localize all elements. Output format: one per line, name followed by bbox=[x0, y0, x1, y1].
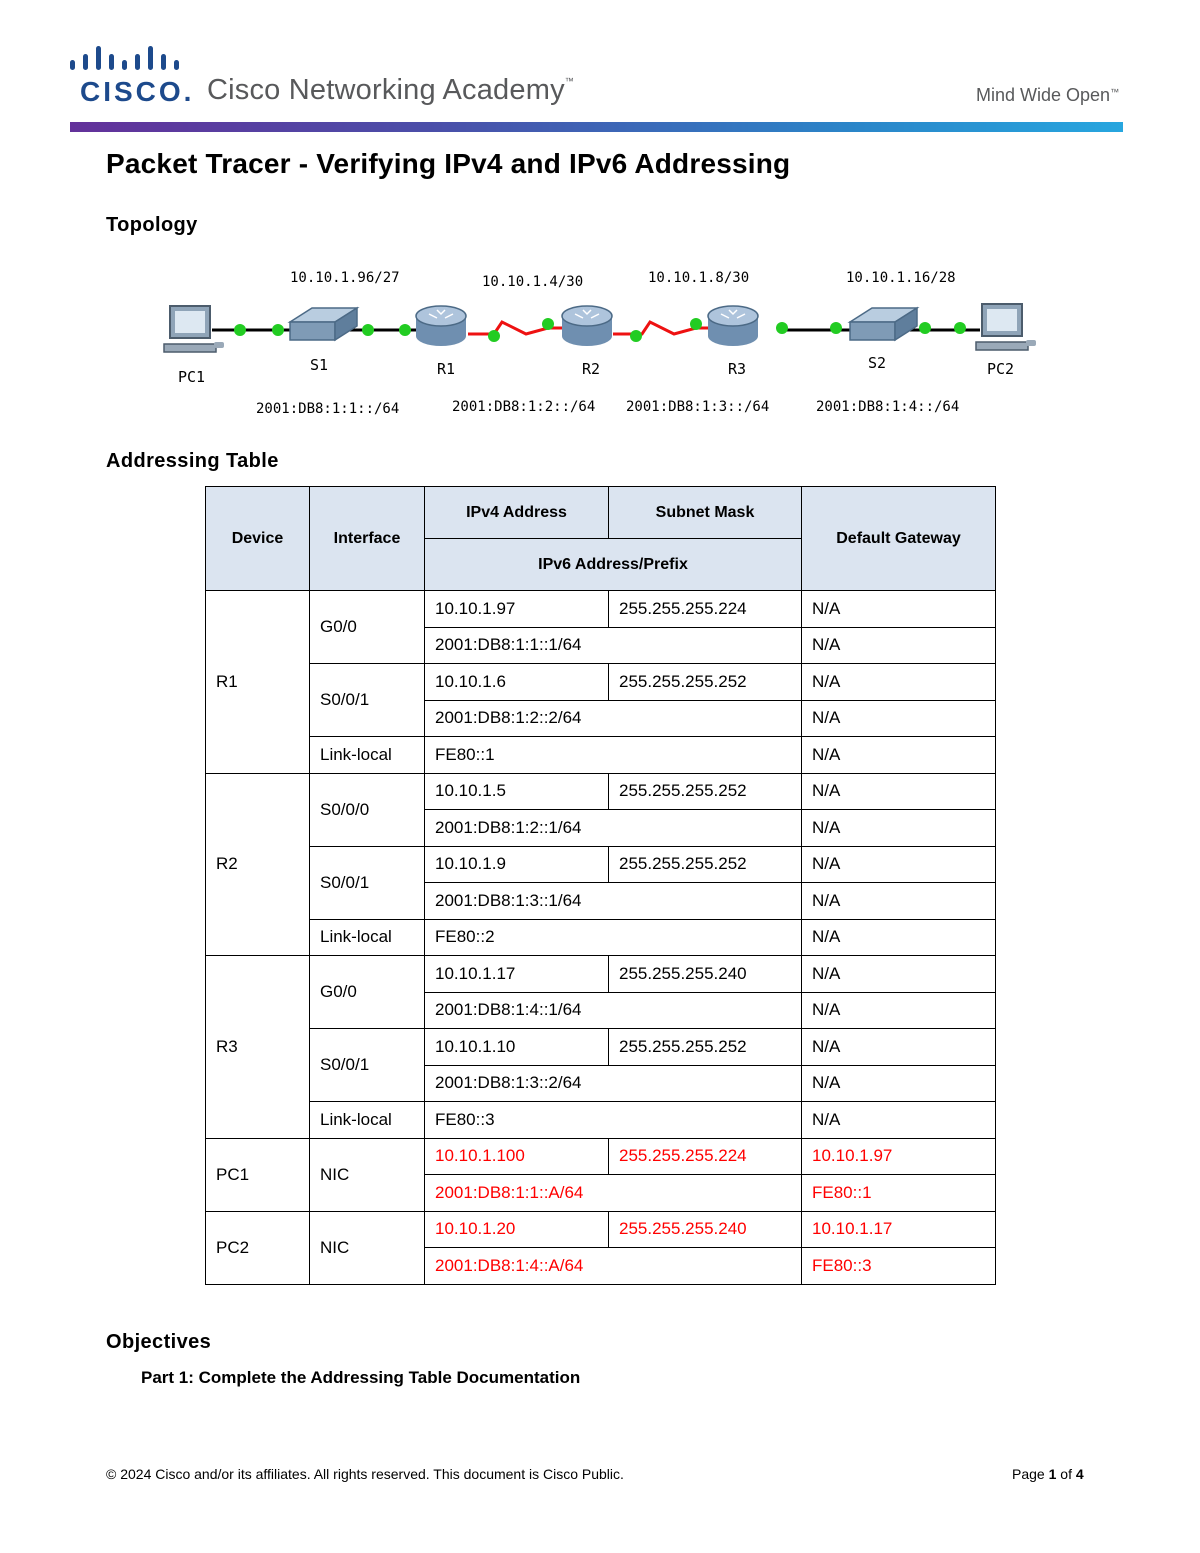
mask-cell: 255.255.255.224 bbox=[609, 591, 802, 628]
header-ipv4: IPv4 Address bbox=[425, 487, 609, 539]
table-row bbox=[206, 591, 996, 628]
interface-cell: S0/0/1 bbox=[310, 846, 425, 919]
gateway-cell: 10.10.1.17 bbox=[802, 1211, 996, 1248]
ipv6-network-1: 2001:DB8:1:1::/64 bbox=[256, 401, 400, 417]
ipv4-cell: 10.10.1.9 bbox=[425, 846, 609, 883]
page-prefix: Page bbox=[1012, 1466, 1049, 1482]
header-mask: Subnet Mask bbox=[609, 487, 802, 539]
ipv4-cell: 10.10.1.17 bbox=[425, 956, 609, 993]
label-r2: R2 bbox=[582, 360, 601, 378]
ipv6-network-2: 2001:DB8:1:2::/64 bbox=[452, 399, 596, 415]
link-local-cell: FE80::3 bbox=[425, 1102, 802, 1139]
link-local-cell: FE80::1 bbox=[425, 737, 802, 774]
s2-switch-icon bbox=[850, 308, 917, 340]
table-row bbox=[206, 1138, 996, 1175]
brand-name bbox=[207, 74, 574, 107]
gateway-cell: N/A bbox=[802, 627, 996, 664]
ipv4-network-3: 10.10.1.8/30 bbox=[648, 270, 750, 286]
interface-cell: Link-local bbox=[310, 1102, 425, 1139]
gateway-cell: N/A bbox=[802, 700, 996, 737]
r1-router-icon bbox=[416, 306, 466, 346]
mask-cell: 255.255.255.252 bbox=[609, 773, 802, 810]
gateway-cell: N/A bbox=[802, 846, 996, 883]
mask-cell: 255.255.255.252 bbox=[609, 846, 802, 883]
table-row bbox=[206, 919, 996, 956]
ipv6-cell: 2001:DB8:1:4::1/64 bbox=[425, 992, 802, 1029]
tagline-text: Mind Wide Open bbox=[976, 85, 1111, 105]
ipv4-network-4: 10.10.1.16/28 bbox=[846, 270, 956, 286]
ipv4-cell: 10.10.1.97 bbox=[425, 591, 609, 628]
ipv6-cell: 2001:DB8:1:1::A/64 bbox=[425, 1175, 802, 1212]
mask-cell: 255.255.255.224 bbox=[609, 1138, 802, 1175]
header-gradient-band bbox=[70, 122, 1123, 132]
interface-cell: S0/0/0 bbox=[310, 773, 425, 846]
tagline-trademark: ™ bbox=[1110, 87, 1120, 97]
ipv4-cell: 10.10.1.20 bbox=[425, 1211, 609, 1248]
ipv4-cell: 10.10.1.6 bbox=[425, 664, 609, 701]
interface-cell: G0/0 bbox=[310, 956, 425, 1029]
document-title: Packet Tracer - Verifying IPv4 and IPv6 Addressing bbox=[106, 148, 791, 179]
table-row bbox=[206, 1029, 996, 1066]
ipv6-network-3: 2001:DB8:1:3::/64 bbox=[626, 399, 770, 415]
tagline bbox=[976, 85, 1119, 106]
mask-cell: 255.255.255.240 bbox=[609, 956, 802, 993]
label-r3: R3 bbox=[728, 360, 747, 378]
r2-router-icon bbox=[562, 306, 612, 346]
gateway-cell: N/A bbox=[802, 992, 996, 1029]
gateway-cell: FE80::1 bbox=[802, 1175, 996, 1212]
objectives-heading: Objectives bbox=[106, 1331, 212, 1353]
gateway-cell: N/A bbox=[802, 664, 996, 701]
footer-copyright: © 2024 Cisco and/or its affiliates. All rights reserved. This document is Cisco Public. bbox=[106, 1466, 624, 1482]
mask-cell: 255.255.255.240 bbox=[609, 1211, 802, 1248]
ipv6-cell: 2001:DB8:1:3::2/64 bbox=[425, 1065, 802, 1102]
gateway-cell: N/A bbox=[802, 737, 996, 774]
gateway-cell: N/A bbox=[802, 883, 996, 920]
interface-cell: NIC bbox=[310, 1211, 425, 1284]
cisco-logo-bars-icon bbox=[68, 46, 180, 74]
topology-diagram bbox=[150, 258, 1050, 428]
gateway-cell: N/A bbox=[802, 591, 996, 628]
gateway-cell: N/A bbox=[802, 773, 996, 810]
gateway-cell: N/A bbox=[802, 1029, 996, 1066]
mask-cell: 255.255.255.252 bbox=[609, 1029, 802, 1066]
addressing-table-heading: Addressing Table bbox=[106, 450, 279, 472]
r3-router-icon bbox=[708, 306, 758, 346]
brand-name-text: Cisco Networking Academy bbox=[207, 74, 565, 106]
table-header-row bbox=[206, 487, 996, 539]
device-cell: R1 bbox=[206, 591, 310, 774]
ipv6-cell: 2001:DB8:1:2::2/64 bbox=[425, 700, 802, 737]
interface-cell: NIC bbox=[310, 1138, 425, 1211]
interface-cell: G0/0 bbox=[310, 591, 425, 664]
header-device: Device bbox=[206, 487, 310, 591]
gateway-cell: 10.10.1.97 bbox=[802, 1138, 996, 1175]
interface-cell: S0/0/1 bbox=[310, 664, 425, 737]
ipv6-cell: 2001:DB8:1:3::1/64 bbox=[425, 883, 802, 920]
header-interface: Interface bbox=[310, 487, 425, 591]
header-ipv6: IPv6 Address/Prefix bbox=[425, 539, 802, 591]
gateway-cell: N/A bbox=[802, 919, 996, 956]
page-total: 4 bbox=[1075, 1466, 1084, 1482]
addressing-table bbox=[205, 486, 996, 1285]
device-cell: PC1 bbox=[206, 1138, 310, 1211]
device-cell: PC2 bbox=[206, 1211, 310, 1284]
label-s2: S2 bbox=[868, 354, 887, 372]
label-pc1: PC1 bbox=[178, 368, 206, 386]
interface-cell: Link-local bbox=[310, 737, 425, 774]
topology-heading: Topology bbox=[106, 214, 198, 236]
page-current: 1 bbox=[1048, 1466, 1057, 1482]
table-row bbox=[206, 737, 996, 774]
label-r1: R1 bbox=[437, 360, 456, 378]
gateway-cell: N/A bbox=[802, 956, 996, 993]
pc2-icon bbox=[976, 304, 1036, 350]
link-local-cell: FE80::2 bbox=[425, 919, 802, 956]
ipv6-network-4: 2001:DB8:1:4::/64 bbox=[816, 399, 960, 415]
ipv6-cell: 2001:DB8:1:4::A/64 bbox=[425, 1248, 802, 1285]
table-row bbox=[206, 956, 996, 993]
page-of: of bbox=[1056, 1466, 1076, 1482]
gateway-cell: N/A bbox=[802, 1065, 996, 1102]
footer-page-number bbox=[1012, 1466, 1084, 1482]
label-s1: S1 bbox=[310, 356, 329, 374]
table-row bbox=[206, 664, 996, 701]
ipv4-network-2: 10.10.1.4/30 bbox=[482, 274, 584, 290]
device-cell: R3 bbox=[206, 956, 310, 1139]
table-row bbox=[206, 1211, 996, 1248]
mask-cell: 255.255.255.252 bbox=[609, 664, 802, 701]
ipv4-network-1: 10.10.1.96/27 bbox=[290, 270, 400, 286]
table-row bbox=[206, 846, 996, 883]
cisco-logo-wordmark: CISCO. bbox=[80, 76, 195, 107]
interface-cell: Link-local bbox=[310, 919, 425, 956]
ipv4-cell: 10.10.1.100 bbox=[425, 1138, 609, 1175]
gateway-cell: FE80::3 bbox=[802, 1248, 996, 1285]
device-cell: R2 bbox=[206, 773, 310, 956]
header-gateway: Default Gateway bbox=[802, 487, 996, 591]
ipv6-cell: 2001:DB8:1:2::1/64 bbox=[425, 810, 802, 847]
ipv4-cell: 10.10.1.5 bbox=[425, 773, 609, 810]
objective-part-1: Part 1: Complete the Addressing Table Documentation bbox=[141, 1368, 581, 1387]
gateway-cell: N/A bbox=[802, 810, 996, 847]
ipv6-cell: 2001:DB8:1:1::1/64 bbox=[425, 627, 802, 664]
table-row bbox=[206, 773, 996, 810]
gateway-cell: N/A bbox=[802, 1102, 996, 1139]
label-pc2: PC2 bbox=[987, 360, 1015, 378]
s1-switch-icon bbox=[290, 308, 357, 340]
ipv4-cell: 10.10.1.10 bbox=[425, 1029, 609, 1066]
table-row bbox=[206, 1102, 996, 1139]
brand-trademark: ™ bbox=[564, 76, 574, 86]
interface-cell: S0/0/1 bbox=[310, 1029, 425, 1102]
